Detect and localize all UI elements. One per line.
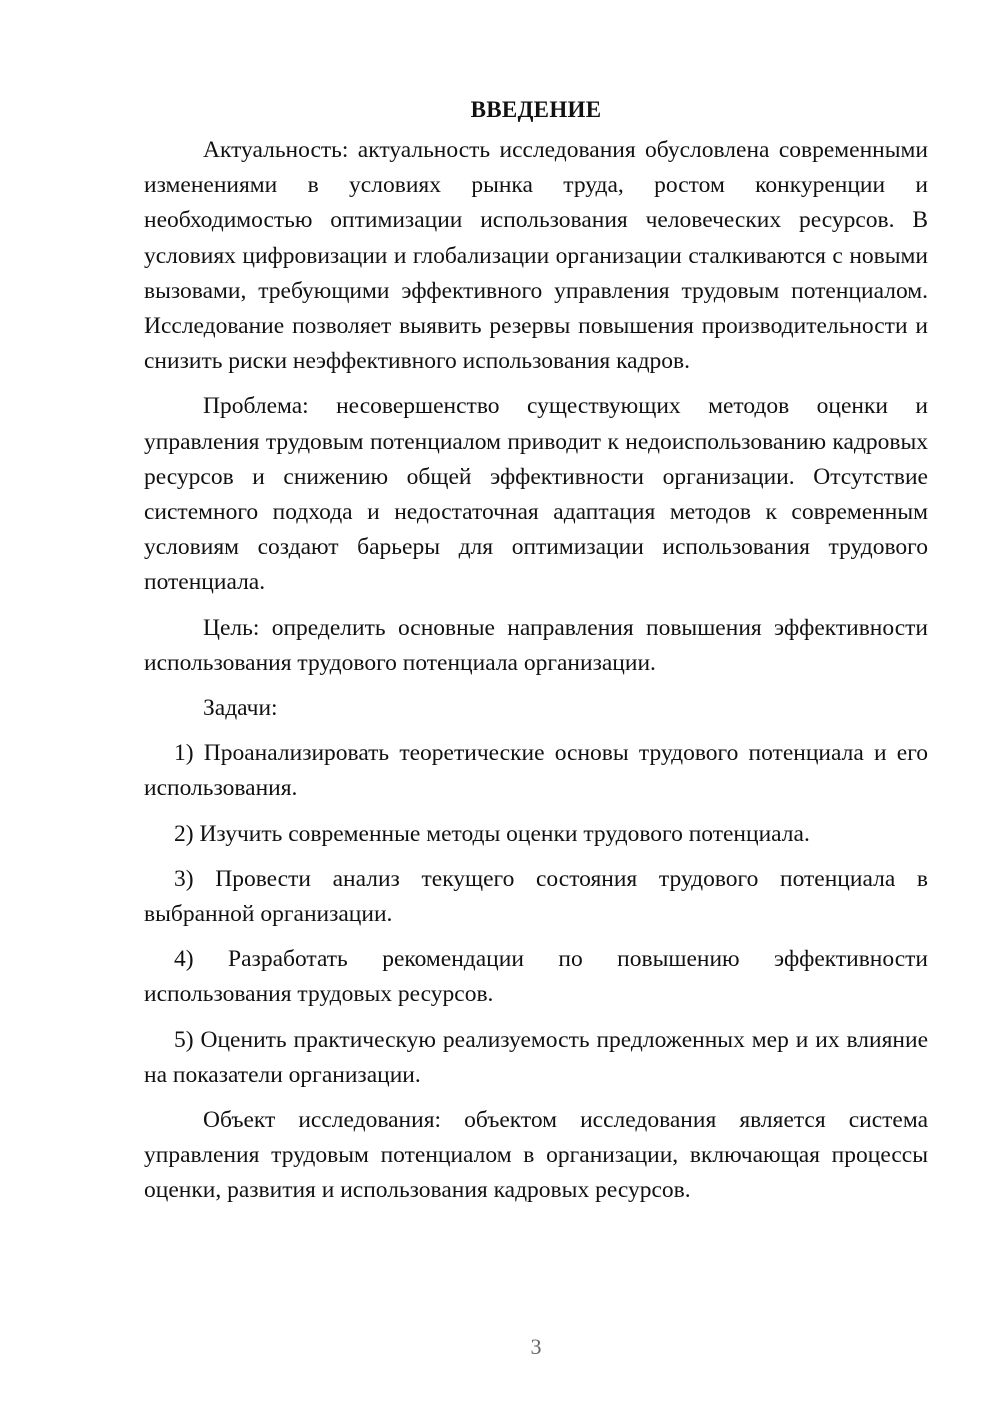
task-item: 4) Разработать рекомендации по повышению эффективности использования трудовых ресурсов. (144, 946, 928, 1008)
page-content (144, 92, 928, 1219)
section-title: ВВЕДЕНИЕ (470, 97, 602, 122)
page-number: 3 (530, 1334, 542, 1359)
problem-paragraph: Проблема: несовершенство существующих методов оценки и управления трудовым потенциалом приводит к недоиспользованию кадровых ресурсов и снижению общей эффективности организации. Отсутствие системного подхода и недостаточная адаптация методов к современным условиям создают барьеры для оптимизации использования трудового потенциала. (144, 393, 928, 596)
goal-paragraph: Цель: определить основные направления повышения эффективности использования трудового потенциала организации. (144, 614, 928, 676)
relevance-paragraph: Актуальность: актуальность исследования обусловлена современными изменениями в условиях рынка труда, ростом конкуренции и необходимостью оптимизации использования человеческих ресурсов. В условиях цифровизации и глобализации организации сталкиваются с новыми вызовами, требующими эффективного управления трудовым потенциалом. Исследование позволяет выявить резервы повышения производительности и снизить риски неэффективного использования кадров. (144, 137, 928, 375)
task-item: 3) Провести анализ текущего состояния трудового потенциала в выбранной организации. (144, 865, 928, 928)
object-paragraph: Объект исследования: объектом исследования является система управления трудовым потенциалом в организации, включающая процессы оценки, развития и использования кадровых ресурсов. (144, 1107, 928, 1204)
task-item: 1) Проанализировать теоретические основы трудового потенциала и его использования. (144, 740, 928, 802)
task-item: 2) Изучить современные методы оценки трудового потенциала. (174, 820, 810, 847)
tasks-list (144, 736, 928, 1093)
task-item: 5) Оценить практическую реализуемость предложенных мер и их влияние на показатели организации. (144, 1026, 928, 1088)
tasks-heading: Задачи: (203, 695, 278, 722)
